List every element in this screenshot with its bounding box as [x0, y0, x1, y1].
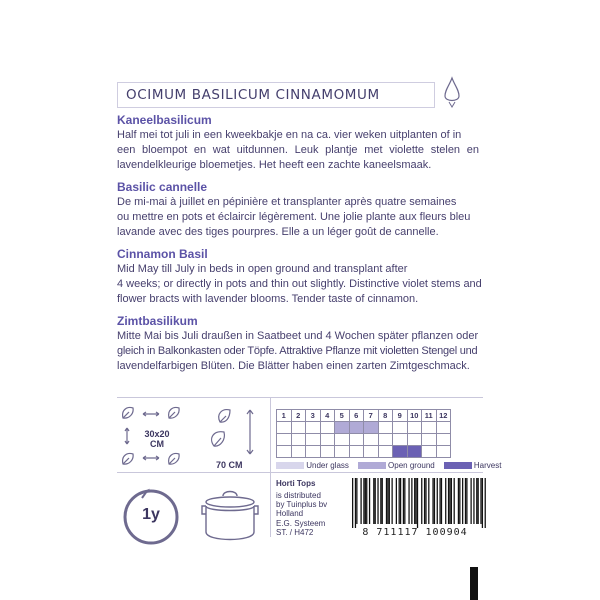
- heading-french: Basilic cannelle: [117, 180, 208, 194]
- cut-mark: [470, 567, 478, 600]
- container-pot-icon: [196, 484, 264, 548]
- text-line: De mi-mai à juillet en pépinière et transplanter après quatre semaines: [117, 196, 457, 208]
- month-header: 5: [335, 410, 350, 422]
- calendar-cell: [306, 434, 321, 446]
- calendar-cell: [291, 422, 306, 434]
- barcode-bar: [466, 478, 467, 524]
- calendar-cell: [378, 446, 393, 458]
- month-header: 8: [378, 410, 393, 422]
- barcode-bar: [415, 478, 416, 524]
- plant-height-icon: [204, 404, 260, 460]
- calendar-cell: [291, 434, 306, 446]
- calendar-legend: [276, 461, 501, 470]
- barcode-bar: [369, 478, 370, 524]
- barcode-bar: [352, 478, 353, 528]
- calendar-cell: [349, 422, 364, 434]
- barcode-bar: [449, 478, 450, 524]
- month-header: 12: [436, 410, 451, 422]
- barcode: [352, 478, 486, 528]
- distributor-line: is distributed: [276, 491, 321, 500]
- calendar-cell: [349, 434, 364, 446]
- lifecycle-label: 1y: [142, 506, 160, 523]
- barcode-bar: [480, 478, 481, 524]
- calendar-cell: [393, 434, 408, 446]
- barcode-bar: [391, 478, 392, 524]
- barcode-bar: [425, 478, 426, 524]
- calendar-cell: [335, 422, 350, 434]
- legend-under-glass: Under glass: [306, 461, 349, 470]
- barcode-bar: [375, 478, 376, 524]
- distributor-line: by Tuinplus bv: [276, 500, 328, 510]
- barcode-bar: [404, 478, 405, 524]
- barcode-bar: [414, 478, 415, 524]
- calendar-cell: [320, 446, 335, 458]
- barcode-bar: [360, 478, 361, 524]
- calendar-cell: [306, 422, 321, 434]
- calendar-cell: [407, 422, 422, 434]
- height-value: 70 CM: [216, 460, 243, 470]
- barcode-bar: [458, 478, 459, 524]
- barcode-number: 8 711117 100904: [362, 527, 468, 538]
- calendar-cell: [306, 446, 321, 458]
- text-line: lavendelfarbigen Blüten. Die Blätter haben einen zarten Zimtgeschmack.: [117, 360, 470, 373]
- barcode-bar: [380, 478, 381, 524]
- barcode-bar: [437, 478, 438, 524]
- calendar-cell: [320, 434, 335, 446]
- barcode-bar: [387, 478, 388, 524]
- calendar-cell: [407, 446, 422, 458]
- text-line: een bloempot en wat uitdunnen. Leuk plantje met violette stelen en: [117, 144, 479, 157]
- barcode-bar: [470, 478, 471, 524]
- month-header: 10: [407, 410, 422, 422]
- calendar-cell: [422, 422, 437, 434]
- barcode-bar: [465, 478, 466, 524]
- barcode-bar: [454, 478, 455, 524]
- barcode-bar: [399, 478, 400, 524]
- barcode-bar: [373, 478, 374, 524]
- calendar-cell: [393, 422, 408, 434]
- month-header: 2: [291, 410, 306, 422]
- barcode-bar: [403, 478, 404, 524]
- calendar-cell: [378, 422, 393, 434]
- text-line: Mid May till July in beds in open ground and transplant after: [117, 263, 408, 275]
- barcode-bar: [459, 478, 460, 524]
- sowing-calendar: [276, 409, 451, 458]
- barcode-bar: [363, 478, 364, 524]
- barcode-bar: [445, 478, 446, 524]
- barcode-bar: [386, 478, 387, 524]
- spacing-unit: CM: [150, 439, 164, 449]
- barcode-bar: [428, 478, 429, 524]
- text-line: ou mettre en pots et éclaircir légèrement. Une jolie plante aux fleurs bleu: [117, 211, 471, 224]
- heading-dutch: Kaneelbasilicum: [117, 113, 212, 127]
- calendar-cell: [335, 446, 350, 458]
- barcode-bar: [389, 478, 390, 524]
- legend-open-ground: Open ground: [388, 461, 435, 470]
- latin-name-title: OCIMUM BASILICUM CINNAMOMUM: [117, 82, 435, 108]
- text-line: Half mei tot juli in een kweekbakje en na ca. vier weken uitplanten of in: [117, 129, 462, 141]
- calendar-cell: [277, 446, 292, 458]
- barcode-bar: [365, 478, 366, 524]
- barcode-bar: [441, 478, 442, 524]
- legend-swatch-harvest: [444, 462, 472, 469]
- barcode-bar: [417, 478, 418, 528]
- legend-swatch-open-ground: [358, 462, 386, 469]
- barcode-bar: [400, 478, 401, 524]
- barcode-bar: [355, 478, 356, 528]
- calendar-cell: [364, 434, 379, 446]
- month-header: 11: [422, 410, 437, 422]
- heading-english: Cinnamon Basil: [117, 247, 208, 261]
- calendar-cell: [320, 422, 335, 434]
- barcode-bar: [421, 478, 422, 524]
- barcode-bar: [478, 478, 479, 524]
- text-line: lavendelkleurige bloemetjes. Het heeft een zachte kaneelsmaak.: [117, 159, 432, 172]
- calendar-cell: [422, 434, 437, 446]
- barcode-bar: [482, 478, 483, 528]
- calendar-cell: [378, 434, 393, 446]
- calendar-cell: [436, 434, 451, 446]
- heading-german: Zimtbasilikum: [117, 314, 198, 328]
- barcode-bar: [382, 478, 383, 524]
- month-header: 3: [306, 410, 321, 422]
- month-header: 9: [393, 410, 408, 422]
- brand-name: Horti Tops: [276, 479, 316, 488]
- text-line: lavande avec des tiges pourpres. Elle a un léger goût de cannelle.: [117, 226, 439, 239]
- text-line: flower bracts with lavender blooms. Tender taste of cinnamon.: [117, 293, 419, 306]
- divider: [270, 397, 271, 537]
- calendar-cell: [349, 446, 364, 458]
- barcode-bar: [485, 478, 486, 528]
- legend-harvest: Harvest: [473, 461, 502, 470]
- calendar-cell: [436, 422, 451, 434]
- distributor-line: ST. / H472: [276, 527, 314, 537]
- barcode-bar: [356, 478, 357, 524]
- spacing-value: 30x20: [144, 429, 170, 439]
- distributor-line: Holland: [276, 509, 304, 519]
- barcode-bar: [408, 478, 409, 524]
- barcode-bar: [462, 478, 463, 524]
- divider: [117, 397, 483, 398]
- barcode-bar: [411, 478, 412, 524]
- calendar-cell: [393, 446, 408, 458]
- calendar-cell: [436, 446, 451, 458]
- barcode-bar: [432, 478, 433, 524]
- barcode-bar: [473, 478, 474, 524]
- divider: [117, 472, 483, 473]
- month-header: 7: [364, 410, 379, 422]
- calendar-cell: [277, 434, 292, 446]
- calendar-cell: [407, 434, 422, 446]
- barcode-bar: [448, 478, 449, 524]
- distributor-line: E.G. Systeem: [276, 518, 326, 528]
- seed-droplet-icon: [441, 76, 463, 108]
- calendar-cell: [291, 446, 306, 458]
- month-header: 6: [349, 410, 364, 422]
- calendar-cell: [364, 422, 379, 434]
- month-header: 1: [277, 410, 292, 422]
- barcode-bar: [451, 478, 452, 524]
- barcode-bar: [476, 478, 477, 524]
- barcode-bar: [439, 478, 440, 524]
- text-line: gleich in Balkonkasten oder Töpfe. Attraktive Pflanze mit violetten Stengel und: [117, 345, 478, 358]
- legend-swatch-under-glass: [276, 462, 304, 469]
- calendar-cell: [364, 446, 379, 458]
- barcode-bar: [377, 478, 378, 524]
- barcode-bar: [424, 478, 425, 524]
- month-header: 4: [320, 410, 335, 422]
- calendar-cell: [277, 422, 292, 434]
- barcode-bar: [366, 478, 367, 524]
- barcode-bar: [396, 478, 397, 524]
- calendar-cell: [422, 446, 437, 458]
- text-line: Mitte Mai bis Juli draußen in Saatbeet und 4 Wochen später pflanzen oder: [117, 330, 479, 342]
- barcode-bar: [434, 478, 435, 524]
- text-line: 4 weeks; or directly in pots and thin out slightly. Distinctive violet stems and: [117, 278, 482, 291]
- calendar-cell: [335, 434, 350, 446]
